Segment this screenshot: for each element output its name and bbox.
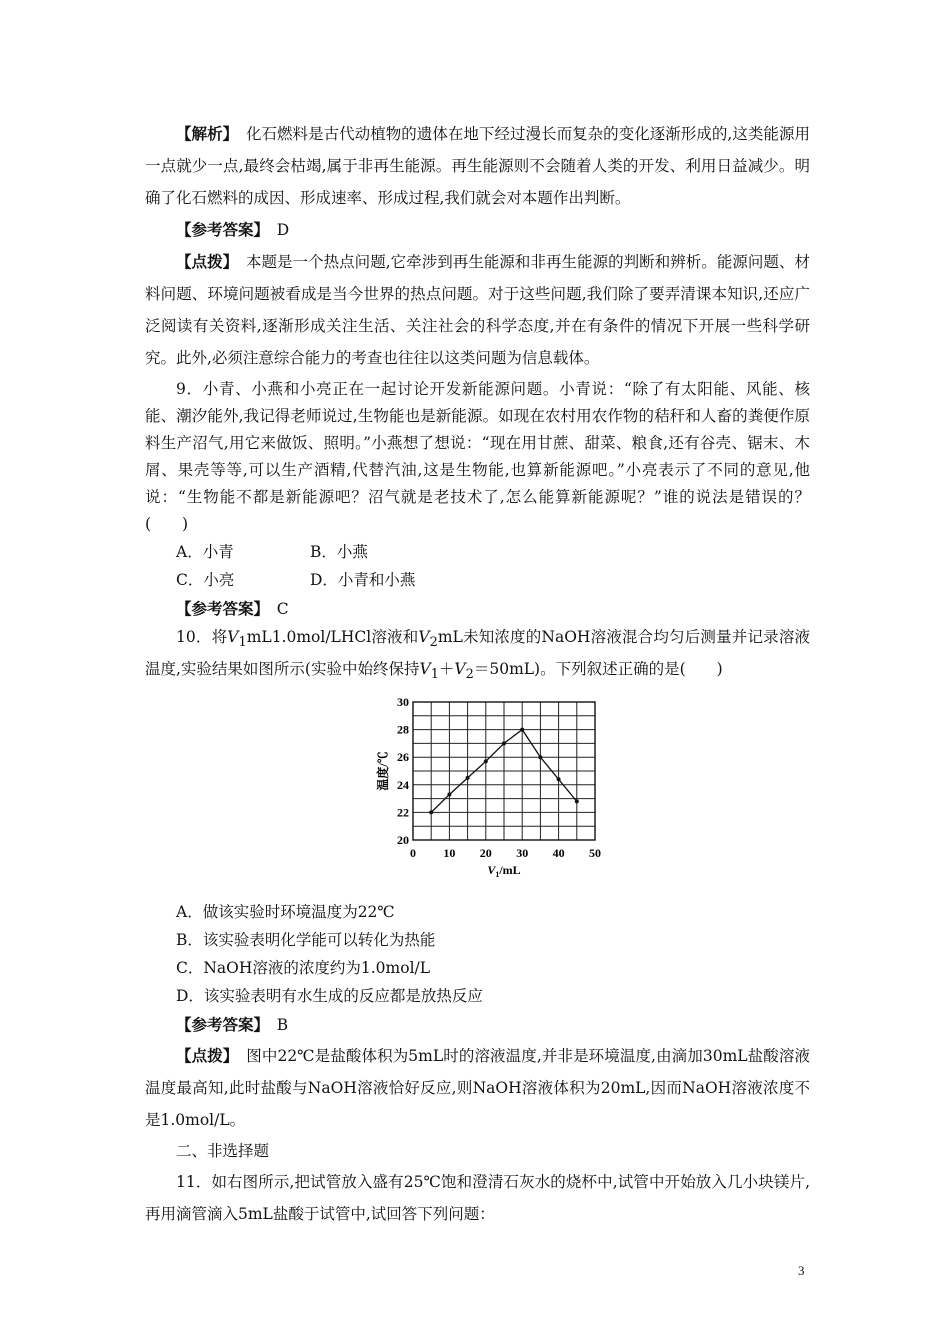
- x-tick-label: 40: [552, 846, 565, 861]
- q10-option-b: B．该实验表明化学能可以转化为热能: [176, 931, 436, 950]
- q10-var-v1: V: [227, 628, 239, 646]
- section-heading: 二、非选择题: [176, 1142, 270, 1161]
- q10-sub2: 2: [429, 635, 438, 651]
- answer8-value: D: [276, 221, 290, 239]
- page-number: 3: [798, 1263, 805, 1278]
- q9-option-a: A．小青: [176, 543, 234, 561]
- q10-tip-text: 图中22℃是盐酸体积为5mL时的溶液温度,并非是环境温度,由滴加30mL盐酸溶液温度最高知,此时盐酸与NaOH溶液恰好反应,则NaOH溶液体积为20mL,因而NaOH溶液浓度不是1.0mol/L。: [145, 1047, 810, 1130]
- q9-stem: 9．小青、小燕和小亮正在一起讨论开发新能源问题。小青说：“除了有太阳能、风能、核能、潮汐能外,我记得老师说过,生物能也是新能源。如现在农村用农作物的秸秆和人畜的粪便作原料生产沼气,用它来做饭、照明。”小燕想了想说：“现在用甘蔗、甜菜、粮食,还有谷壳、锯末、木屑、果壳等等,可以生产酒精,代替汽油,这是生物能,也算新能源吧。”小亮表示了不同的意见,他说：“生物能不都是新能源吧？沼气就是老技术了,怎么能算新能源呢？”谁的说法是错误的？( ): [145, 380, 810, 533]
- x-tick-label: 0: [410, 846, 416, 861]
- analysis-text: 化石燃料是古代动植物的遗体在地下经过漫长而复杂的变化逐渐形成的,这类能源用一点就少一点,最终会枯竭,属于非再生能源。再生能源则不会随着人类的开发、利用日益减少。明确了化石燃料的成因、形成速率、形成过程,我们就会对本题作出判断。: [145, 125, 810, 207]
- q9-option-c: C．小亮: [176, 571, 235, 589]
- q10-option-d: D．该实验表明有水生成的反应都是放热反应: [176, 987, 483, 1006]
- q10-part1: mL1.0mol/LHCl溶液和: [246, 628, 419, 646]
- x-tick-label: 30: [516, 846, 529, 861]
- x-axis-label: $V_1/mL$: [487, 863, 521, 880]
- q10-number: 10．将: [176, 628, 228, 646]
- x-tick-label: 20: [479, 846, 492, 861]
- y-tick-label: 26: [397, 750, 409, 765]
- tip8-text: 本题是一个热点问题,它牵涉到再生能源和非再生能源的判断和辨析。能源问题、材料问题、环境问题被看成是当今世界的热点问题。对于这些问题,我们除了要弄清课本知识,还应广泛阅读有关资料,逐渐形成关注生活、关注社会的科学态度,并在有条件的情况下开展一些科学研究。此外,必须注意综合能力的考查也往往以这类问题为信息载体。: [145, 253, 810, 367]
- q9-answer-line: [145, 594, 810, 624]
- document-page: [145, 118, 810, 1230]
- q10-sub2b: 2: [465, 667, 474, 683]
- data-point: [538, 755, 542, 759]
- q10-var-v2: V: [418, 628, 430, 646]
- q10-var-v2b: V: [454, 660, 466, 679]
- data-point: [466, 776, 470, 780]
- q10-var-v1b: V: [419, 660, 431, 679]
- q10-sub1b: 1: [430, 667, 439, 683]
- q9-options-row2: [145, 566, 810, 594]
- q10-answer-tag: 【参考答案】: [176, 1015, 262, 1035]
- y-tick-label: 28: [397, 722, 409, 737]
- q10-answer-value: B: [276, 1016, 289, 1035]
- analysis-paragraph: [145, 118, 810, 214]
- data-point: [502, 742, 506, 746]
- q9-options-row1: [145, 538, 810, 566]
- chart-container: [145, 692, 810, 892]
- data-point: [557, 777, 561, 781]
- y-axis-label: 温度/℃: [376, 751, 390, 791]
- q10-tip-paragraph: [145, 1040, 810, 1136]
- data-point: [520, 728, 524, 732]
- data-point: [484, 760, 488, 764]
- tip8-tag: 【点拨】: [176, 252, 231, 271]
- data-point: [575, 800, 579, 804]
- y-tick-label: 20: [397, 833, 409, 848]
- x-tick-label: 10: [443, 846, 456, 861]
- q10-sub1: 1: [238, 635, 247, 651]
- y-tick-label: 30: [397, 695, 409, 710]
- q10-part2: mL未知浓度的NaOH溶液混合均匀后测量并记录溶液温度,实验结果如图所示(实验中始终保持: [145, 628, 810, 679]
- q9-option-b: B．小燕: [310, 543, 368, 561]
- q10-option-a: A．做该实验时环境温度为22℃: [176, 903, 395, 922]
- q11-stem: 11．如右图所示,把试管放入盛有25℃饱和澄清石灰水的烧杯中,试管中开始放入几小块镁片,再用滴管滴入5mL盐酸于试管中,试回答下列问题：: [145, 1173, 810, 1224]
- q10-stem: [145, 624, 810, 688]
- answer8-tag: 【参考答案】: [176, 220, 262, 239]
- temperature-chart: [145, 692, 810, 892]
- q10-answer-line: [145, 1010, 810, 1040]
- q10-part3: ＝50mL)。下列叙述正确的是( ): [473, 660, 723, 679]
- q9-option-d: D．小青和小燕: [310, 571, 416, 589]
- y-tick-label: 24: [397, 777, 409, 792]
- y-tick-label: 22: [397, 805, 409, 820]
- q10-plus: ＋: [438, 660, 455, 679]
- answer8-line: [145, 214, 810, 246]
- q9-answer-value: C: [276, 600, 289, 618]
- data-point: [447, 793, 451, 797]
- q10-tip-tag: 【点拨】: [176, 1046, 231, 1066]
- x-tick-label: 50: [589, 846, 601, 861]
- analysis-tag: 【解析】: [176, 124, 231, 143]
- q10-option-c: C．NaOH溶液的浓度约为1.0mol/L: [176, 959, 431, 978]
- tip8-paragraph: [145, 246, 810, 374]
- data-point: [429, 811, 433, 815]
- q9-answer-tag: 【参考答案】: [176, 599, 262, 618]
